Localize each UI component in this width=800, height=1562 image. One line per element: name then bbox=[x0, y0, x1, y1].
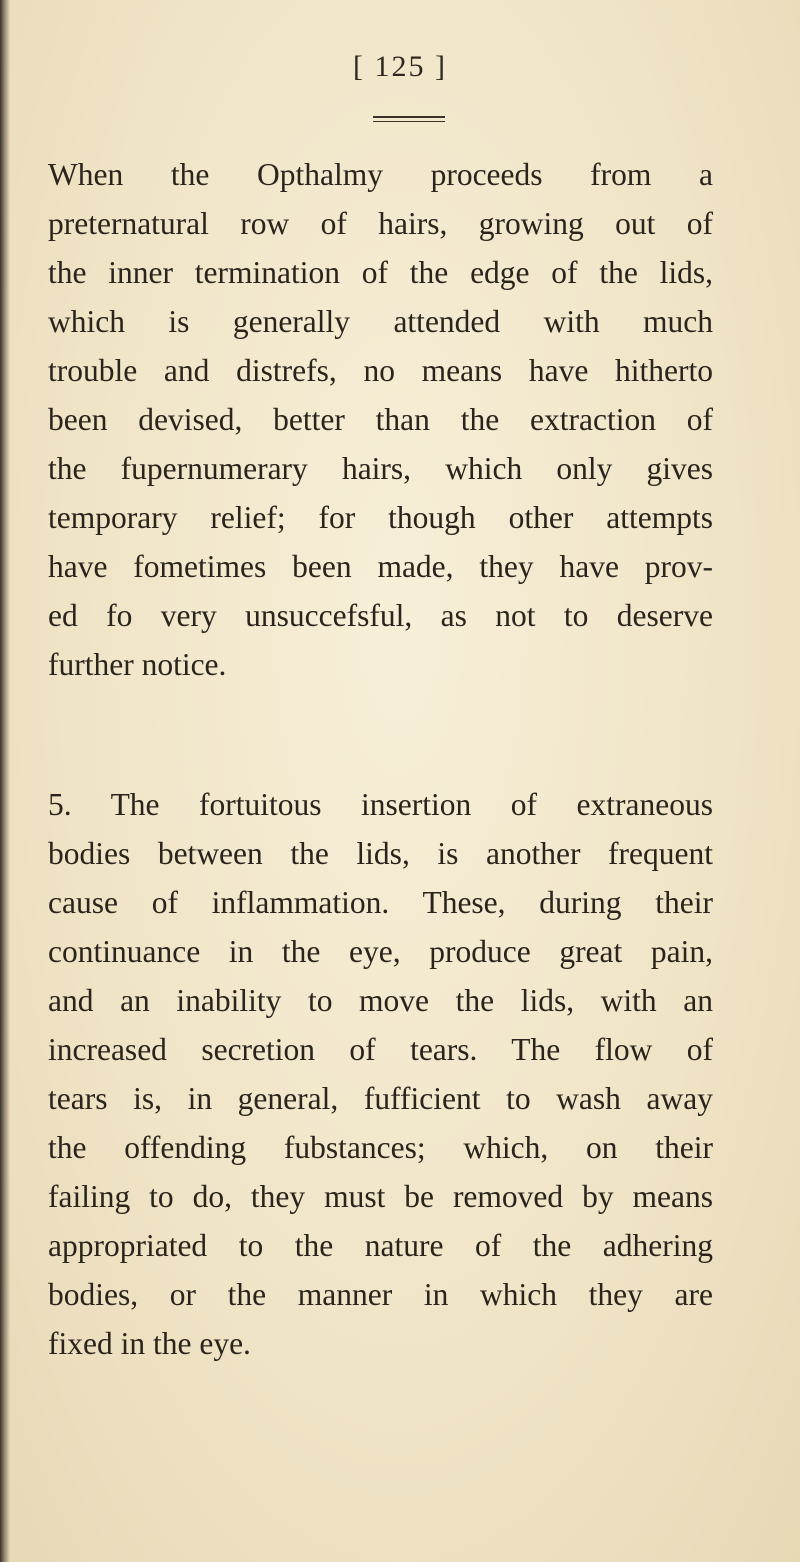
text-line: the offending fubstances; which, on their bbox=[48, 1130, 713, 1165]
text-line: continuance in the eye, produce great pain, bbox=[48, 934, 713, 969]
text-line: increased secretion of tears. The flow of bbox=[48, 1032, 713, 1067]
text-line: the inner termination of the edge of the lids, bbox=[48, 255, 713, 290]
header-ornament-rule bbox=[373, 116, 445, 122]
paragraph-opthalmy bbox=[48, 150, 713, 689]
text-line: failing to do, they must be removed by means bbox=[48, 1179, 713, 1214]
text-line: preternatural row of hairs, growing out of bbox=[48, 206, 713, 241]
text-line: tears is, in general, fufficient to wash away bbox=[48, 1081, 713, 1116]
text-line: bodies between the lids, is another frequent bbox=[48, 836, 713, 871]
page-number-header: [ 125 ] bbox=[353, 50, 447, 83]
text-line: temporary relief; for though other attempts bbox=[48, 500, 713, 535]
text-line: the fupernumerary hairs, which only gives bbox=[48, 451, 713, 486]
text-line: fixed in the eye. bbox=[48, 1326, 251, 1361]
paragraph-extraneous-bodies bbox=[48, 780, 713, 1368]
text-line: been devised, better than the extraction of bbox=[48, 402, 713, 437]
text-line: have fometimes been made, they have prov- bbox=[48, 549, 713, 584]
text-line: 5. The fortuitous insertion of extraneous bbox=[48, 787, 713, 822]
text-line: trouble and distrefs, no means have hitherto bbox=[48, 353, 713, 388]
text-line: cause of inflammation. These, during their bbox=[48, 885, 713, 920]
text-line: bodies, or the manner in which they are bbox=[48, 1277, 713, 1312]
text-line: which is generally attended with much bbox=[48, 304, 713, 339]
text-line: further notice. bbox=[48, 647, 227, 682]
text-line: and an inability to move the lids, with an bbox=[48, 983, 713, 1018]
text-line: ed fo very unsuccefsful, as not to deserve bbox=[48, 598, 713, 633]
text-line: appropriated to the nature of the adhering bbox=[48, 1228, 713, 1263]
page-binding-edge bbox=[0, 0, 10, 1562]
text-line: When the Opthalmy proceeds from a bbox=[48, 157, 713, 192]
